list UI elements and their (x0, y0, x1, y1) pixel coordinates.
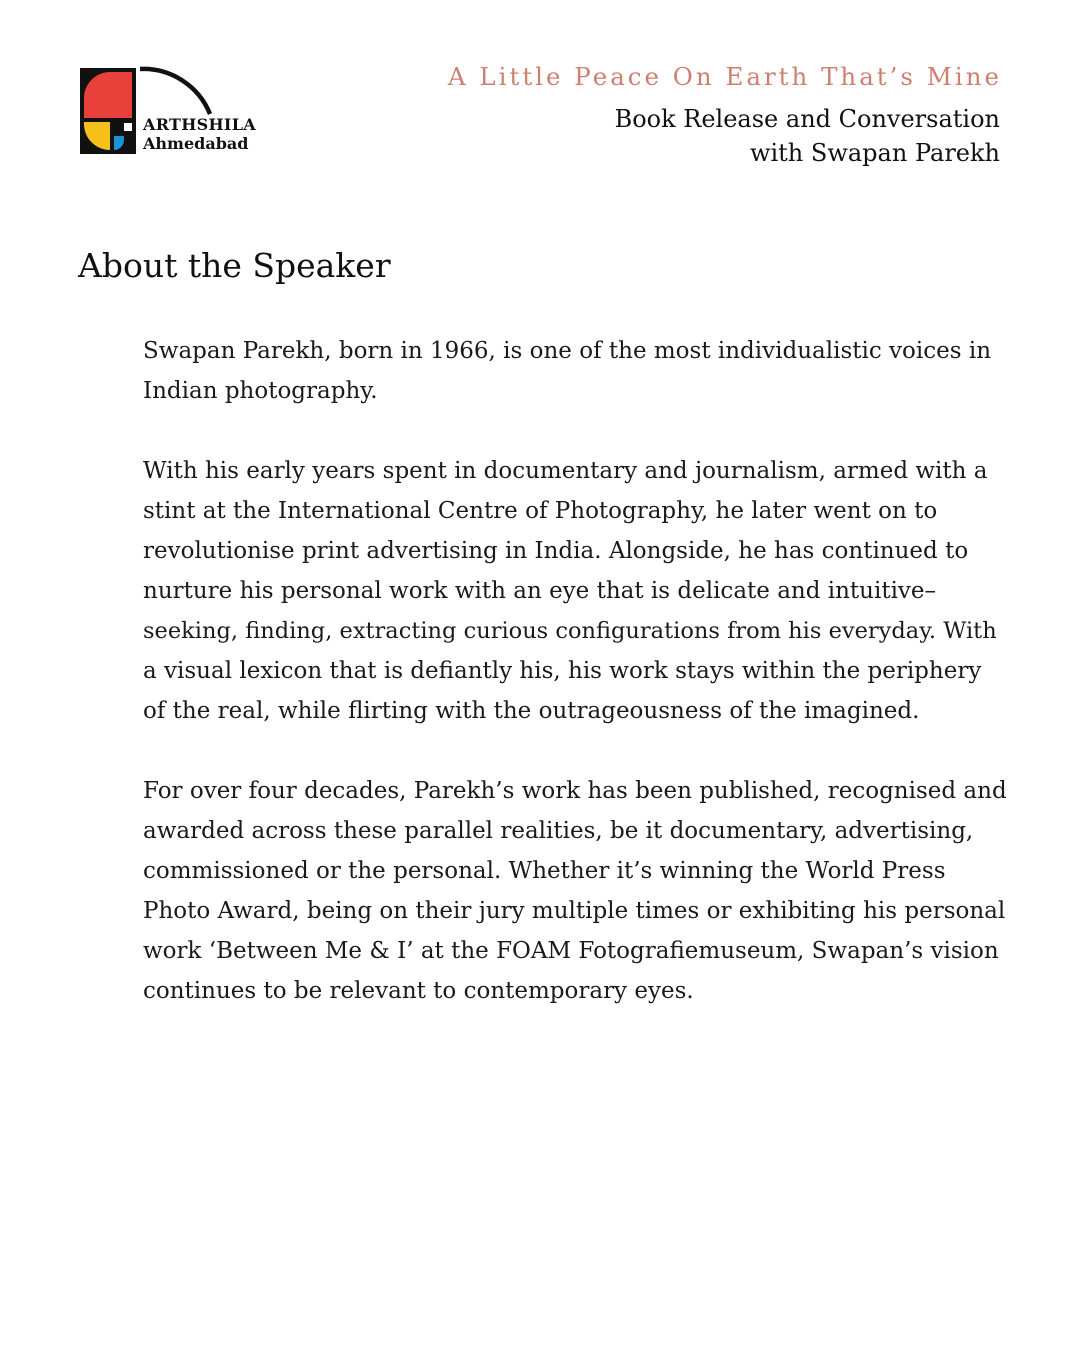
event-subtitle-line: with Swapan Parekh (749, 139, 1000, 167)
event-subtitle-line: Book Release and Conversation (614, 105, 1000, 133)
bio-line: With his early years spent in documentary and journalism, armed with a (143, 458, 988, 484)
bio-line: For over four decades, Parekh’s work has been published, recognised and (143, 778, 1007, 804)
speaker-bio (143, 331, 1013, 1051)
logo-name: ARTHSHILA (143, 115, 256, 134)
bio-line: revolutionise print advertising in India. Alongside, he has continued to (143, 538, 969, 564)
bio-paragraph (143, 451, 1013, 731)
bio-paragraph (143, 331, 1013, 411)
bio-line: Swapan Parekh, born in 1966, is one of the most individualistic voices in (143, 338, 992, 364)
bio-line: stint at the International Centre of Photography, he later went on to (143, 498, 938, 524)
bio-line: awarded across these parallel realities, be it documentary, advertising, (143, 818, 974, 844)
bio-line: work ‘Between Me & I’ at the FOAM Fotografiemuseum, Swapan’s vision (143, 938, 999, 964)
bio-paragraph (143, 771, 1013, 1011)
logo-city: Ahmedabad (143, 134, 249, 153)
bio-line: commissioned or the personal. Whether it’s winning the World Press (143, 858, 946, 884)
event-title: A Little Peace On Earth That’s Mine (447, 62, 1002, 91)
arthshila-logo (80, 66, 280, 158)
bio-line: Indian photography. (143, 378, 378, 404)
bio-line: of the real, while flirting with the outrageousness of the imagined. (143, 698, 920, 724)
bio-line: continues to be relevant to contemporary eyes. (143, 978, 694, 1004)
bio-line: a visual lexicon that is defiantly his, his work stays within the periphery (143, 658, 982, 684)
bio-line: Photo Award, being on their jury multiple times or exhibiting his personal (143, 898, 1006, 924)
bio-line: seeking, finding, extracting curious configurations from his everyday. With (143, 618, 997, 644)
event-subtitle (615, 102, 1000, 170)
logo-arc (140, 69, 210, 114)
section-heading: About the Speaker (78, 246, 391, 285)
bio-line: nurture his personal work with an eye that is delicate and intuitive– (143, 578, 937, 604)
logo-white-square (124, 123, 132, 131)
